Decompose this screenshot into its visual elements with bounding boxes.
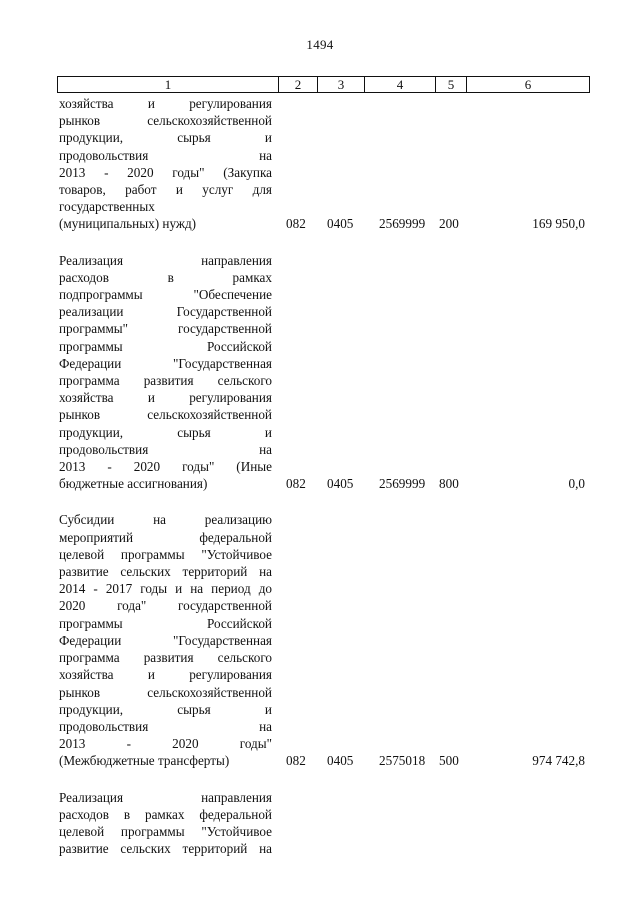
table-row — [59, 789, 585, 858]
description-line: государственных — [59, 199, 155, 215]
description-line: подпрограммы "Обеспечение — [59, 287, 272, 303]
table-row — [59, 511, 585, 769]
description-line: Реализация направления — [59, 252, 272, 268]
description-line: продовольствия на — [59, 147, 272, 163]
amount: 974 742,8 — [532, 753, 585, 769]
description-line: развитие сельских территорий на — [59, 841, 272, 857]
description-line: рынков сельскохозяйственной — [59, 407, 272, 423]
description-line: (муниципальных) нужд) — [59, 216, 197, 232]
description-line: 2013 - 2020 годы" (Иные — [59, 459, 272, 475]
description-line: реализации Государственной — [59, 304, 272, 320]
description-line: продукции, сырья и — [59, 424, 272, 440]
description-line: 2014 - 2017 годы и на период до — [59, 581, 272, 597]
description-line: товаров, работ и услуг для — [59, 182, 272, 198]
description-line: рынков сельскохозяйственной — [59, 684, 272, 700]
description-line: Федерации "Государственная — [59, 355, 272, 371]
amount: 169 950,0 — [532, 216, 585, 232]
description-line: рынков сельскохозяйственной — [59, 113, 272, 129]
description-line: целевой программы "Устойчивое — [59, 823, 272, 839]
header-col-2: 2 — [279, 77, 318, 93]
description-line: бюджетные ассигнования) — [59, 476, 208, 492]
description-line: 2013 - 2020 годы" (Закупка — [59, 164, 272, 180]
section-code: 0405 — [327, 476, 354, 492]
description-line: 2020 года" государственной — [59, 598, 272, 614]
description-line: хозяйства и регулирования — [59, 667, 272, 683]
description-line: Реализация направления — [59, 789, 272, 805]
target-article-code: 2569999 — [379, 216, 426, 232]
description-line: хозяйства и регулирования — [59, 390, 272, 406]
description-line: программа развития сельского — [59, 650, 272, 666]
description-line: хозяйства и регулирования — [59, 96, 272, 111]
description-line: программы" государственной — [59, 321, 272, 337]
row-description — [59, 252, 272, 493]
description-line: продукции, сырья и — [59, 701, 272, 717]
description-line: Субсидии на реализацию — [59, 512, 272, 528]
header-col-5: 5 — [436, 77, 467, 93]
header-col-1: 1 — [58, 77, 279, 93]
description-line: программы Российской — [59, 338, 272, 354]
table-row — [59, 95, 585, 233]
description-line: (Межбюджетные трансферты) — [59, 753, 230, 769]
description-line: мероприятий федеральной — [59, 529, 272, 545]
expense-kind-code: 500 — [439, 753, 459, 769]
description-line: Федерации "Государственная — [59, 632, 272, 648]
description-line: расходов в рамках — [59, 269, 272, 285]
grbs-code: 082 — [286, 753, 306, 769]
row-description — [59, 95, 272, 233]
description-line: развитие сельских территорий на — [59, 564, 272, 580]
amount: 0,0 — [568, 476, 585, 492]
row-description — [59, 789, 272, 858]
description-line: программа развития сельского — [59, 373, 272, 389]
expense-kind-code: 200 — [439, 216, 459, 232]
row-description — [59, 511, 272, 769]
description-line: целевой программы "Устойчивое — [59, 546, 272, 562]
section-code: 0405 — [327, 753, 354, 769]
description-line: расходов в рамках федеральной — [59, 806, 272, 822]
section-code: 0405 — [327, 216, 354, 232]
page-number: 1494 — [306, 37, 334, 52]
header-col-3: 3 — [318, 77, 365, 93]
header-col-4: 4 — [365, 77, 436, 93]
column-header-row — [57, 76, 590, 93]
description-line: продовольствия на — [59, 441, 272, 457]
expense-kind-code: 800 — [439, 476, 459, 492]
description-line: 2013 - 2020 годы" — [59, 736, 272, 752]
grbs-code: 082 — [286, 476, 306, 492]
budget-table-body — [59, 95, 585, 876]
header-col-6: 6 — [467, 77, 590, 93]
grbs-code: 082 — [286, 216, 306, 232]
target-article-code: 2575018 — [379, 753, 426, 769]
description-line: продовольствия на — [59, 718, 272, 734]
target-article-code: 2569999 — [379, 476, 426, 492]
description-line: продукции, сырья и — [59, 130, 272, 146]
description-line: программы Российской — [59, 615, 272, 631]
table-row — [59, 252, 585, 493]
